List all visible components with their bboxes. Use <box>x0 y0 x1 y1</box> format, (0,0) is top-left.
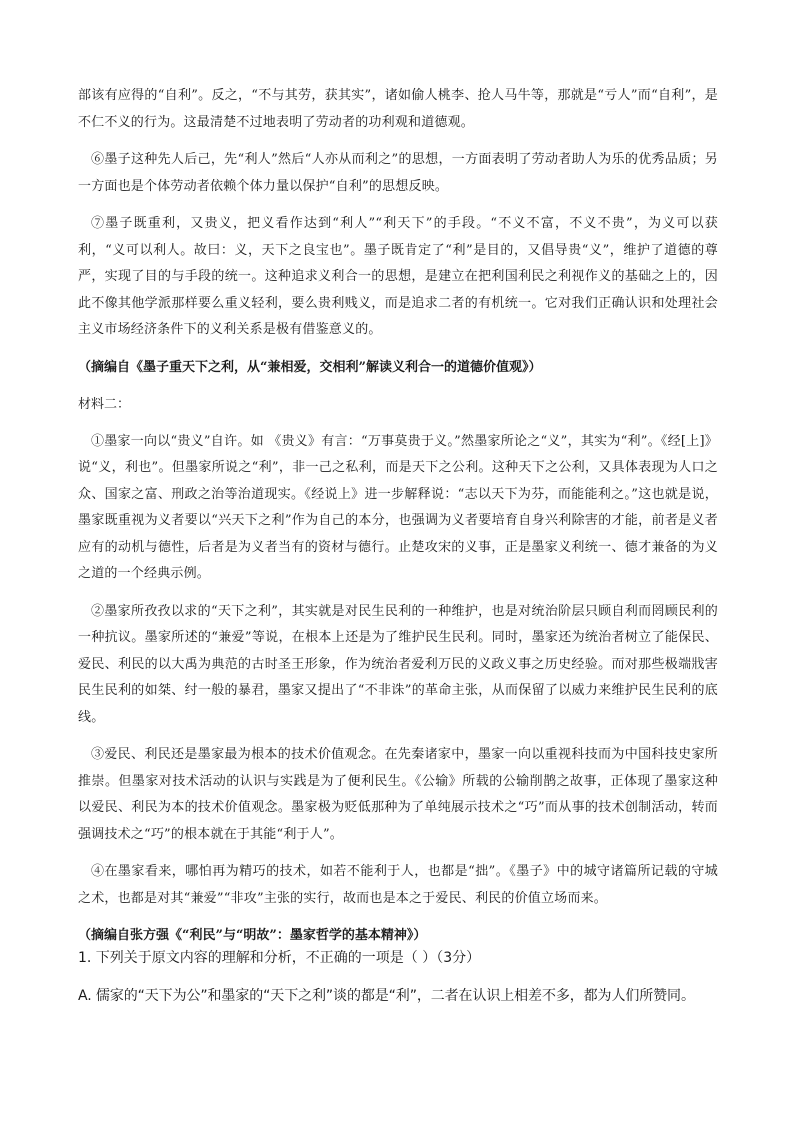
material-2-label: 材料二： <box>78 396 131 412</box>
question-stem: 1. 下列关于原文内容的理解和分析，不正确的一项是（ ）（3分） <box>78 950 481 966</box>
material-2-paragraph-1: ①墨家一向以“贵义”自许。如 《贵义》有言：“万事莫贵于义。”然墨家所论之“义”，其实为“利”。《经[上]》说“义，利也”。但墨家所说之“利”，非一己之私利，而是天下之公利。这种天下之公利，又具体表现为人口之众、国家之富、刑政之治等治道现实。《经说上》进一步解释说：“志以天下为芬，而能能利之。”这也就是说，墨家既重视为义者要以“兴天下之利”作为自己的本分，也强调为义者要培育自身兴利除害的才能，前者是义者应有的动机与德性，后者是为义者当有的资材与德行。止楚攻宋的义事，正是墨家义利统一、德才兼备的为义之道的一个经典示例。 <box>78 433 718 581</box>
material-2-paragraph-2: ②墨家所孜孜以求的“天下之利”，其实就是对民生民利的一种维护，也是对统治阶层只顾自利而罔顾民利的一种抗议。墨家所述的“兼爱”等说，在根本上还是为了维护民生民利。同时，墨家还为统治者树立了能保民、爱民、利民的以大禹为典范的古时圣王形象，作为统治者爱利万民的义政义事之历史经验。而对那些极端戕害民生民利的如桀、纣一般的暴君，墨家又提出了“不非诛”的革命主张，从而保留了以威力来维护民生民利的底线。 <box>78 603 718 725</box>
source-citation-2: （摘编自张方强《“利民”与“明故”：墨家哲学的基本精神》） <box>78 928 427 943</box>
reading-material <box>78 83 718 949</box>
question-1 <box>78 945 722 1009</box>
paragraph-continued: 部该有应得的“自利”。反之，“不与其劳，获其实”，诸如偷人桃李、抢人马牛等，那就是“亏人”而“自利”，是不仁不义的行为。这最清楚不过地表明了劳动者的功利观和道德观。 <box>78 88 718 130</box>
paragraph-7: ⑦墨子既重利，又贵义，把义看作达到“利人”“利天下”的手段。“不义不富，不义不贵”，为义可以获利，“义可以利人。故曰：义，天下之良宝也”。墨子既肯定了“利”是目的，又倡导贵“义”，维护了道德的尊严，实现了目的与手段的统一。这种追求义利合一的思想，是建立在把利国利民之利视作义的基础之上的，因此不像其他学派那样要么重义轻利，要么贵利贱义，而是追求二者的有机统一。它对我们正确认识和处理社会主义市场经济条件下的义利关系是极有借鉴意义的。 <box>78 216 718 337</box>
material-2-paragraph-4: ④在墨家看来，哪怕再为精巧的技术，如若不能利于人，也都是“拙”。《墨子》中的城守诸篇所记载的守城之术，也都是对其“兼爱”“非攻”主张的实行，故而也是本之于爱民、利民的价值立场而来。 <box>78 864 718 906</box>
source-citation-1: （摘编自《墨子重天下之利，从“兼相爱，交相利”解读义利合一的道德价值观》） <box>78 359 542 375</box>
paragraph-6: ⑥墨子这种先人后己，先“利人”然后“人亦从而利之”的思想，一方面表明了劳动者助人为乐的优秀品质；另一方面也是个体劳动者依赖个体力量以保护“自利”的思想反映。 <box>78 152 718 194</box>
material-2-paragraph-3: ③爱民、利民还是墨家最为根本的技术价值观念。在先秦诸家中，墨家一向以重视科技而为中国科技史家所推崇。但墨家对技术活动的认识与实践是为了便利民生。《公输》所载的公输削鹊之故事，正体现了墨家这种以爱民、利民为本的技术价值观念。墨家极为贬低那种为了单纯展示技术之“巧”而从事的技术创制活动，转而强调技术之“巧”的根本就在于其能“利于人”。 <box>78 747 718 842</box>
question-option-a: A. 儒家的“天下为公”和墨家的“天下之利”谈的都是“利”，二者在认识上相差不多，都为人们所赞同。 <box>78 988 695 1004</box>
